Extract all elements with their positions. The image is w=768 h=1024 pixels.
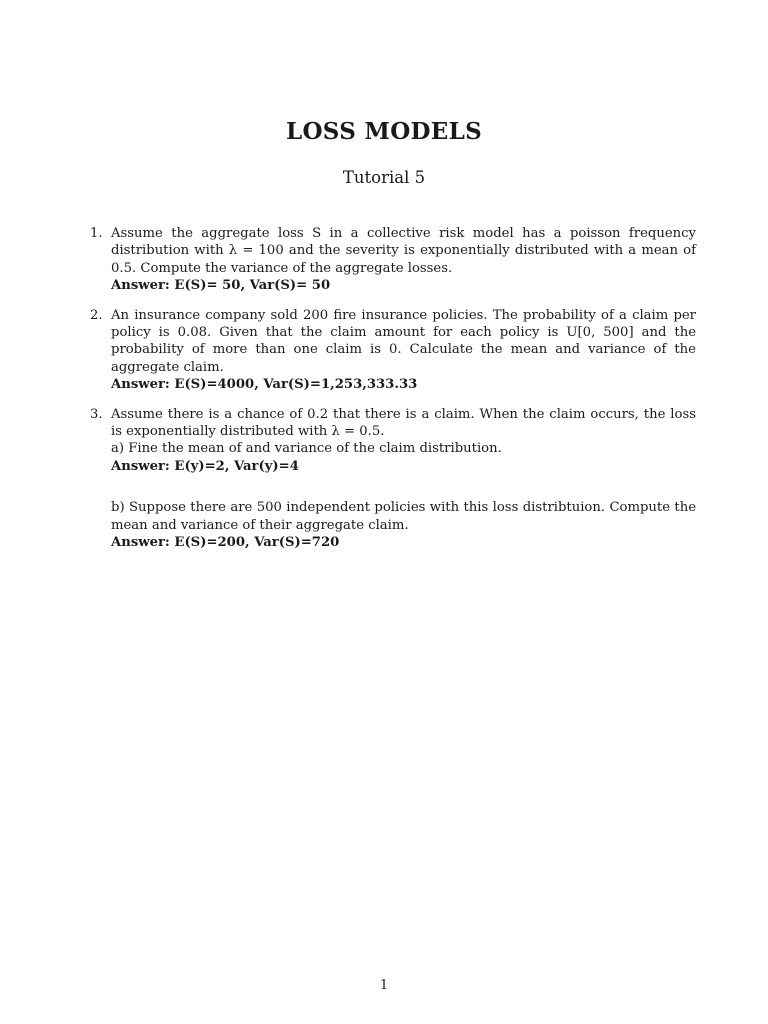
problem-number: 3. — [90, 406, 103, 422]
problem-text: Assume there is a chance of 0.2 that there is a claim. When the claim occurs, the loss is exponentially distributed with λ = 0.5. — [111, 406, 696, 440]
problem-2 — [90, 307, 696, 394]
problem-1 — [90, 225, 696, 295]
problem-part-a: a) Fine the mean of and variance of the claim distribution. — [111, 441, 502, 457]
page-number: 1 — [379, 978, 389, 993]
document-title: LOSS MODELS — [286, 118, 482, 145]
problem-text: Assume the aggregate loss S in a collective risk model has a poisson frequency distribution with λ = 100 and the severity is exponentially distributed with a mean of 0.5. Compute the variance of the aggregate losses. — [111, 226, 696, 276]
problem-number: 2. — [90, 307, 103, 323]
spacer — [111, 475, 696, 499]
problem-text: An insurance company sold 200 fire insurance policies. The probability of a claim per policy is 0.08. Given that the claim amount for each policy is U[0, 500] and the probability of more than one claim is 0. Calculate the mean and variance of the aggregate claim. — [111, 307, 696, 375]
problem-answer: Answer: E(S)= 50, Var(S)= 50 — [111, 278, 331, 294]
problem-answer-b: Answer: E(S)=200, Var(S)=720 — [111, 535, 340, 551]
document-subtitle: Tutorial 5 — [342, 168, 426, 187]
problem-answer-a: Answer: E(y)=2, Var(y)=4 — [111, 458, 299, 474]
problem-number: 1. — [90, 226, 103, 241]
problem-part-b: b) Suppose there are 500 independent policies with this loss distribtuion. Compute the mean and variance of their aggregate claim. — [111, 500, 696, 533]
problem-answer: Answer: E(S)=4000, Var(S)=1,253,333.33 — [111, 377, 418, 393]
problem-list — [90, 225, 696, 564]
problem-3 — [90, 406, 696, 552]
